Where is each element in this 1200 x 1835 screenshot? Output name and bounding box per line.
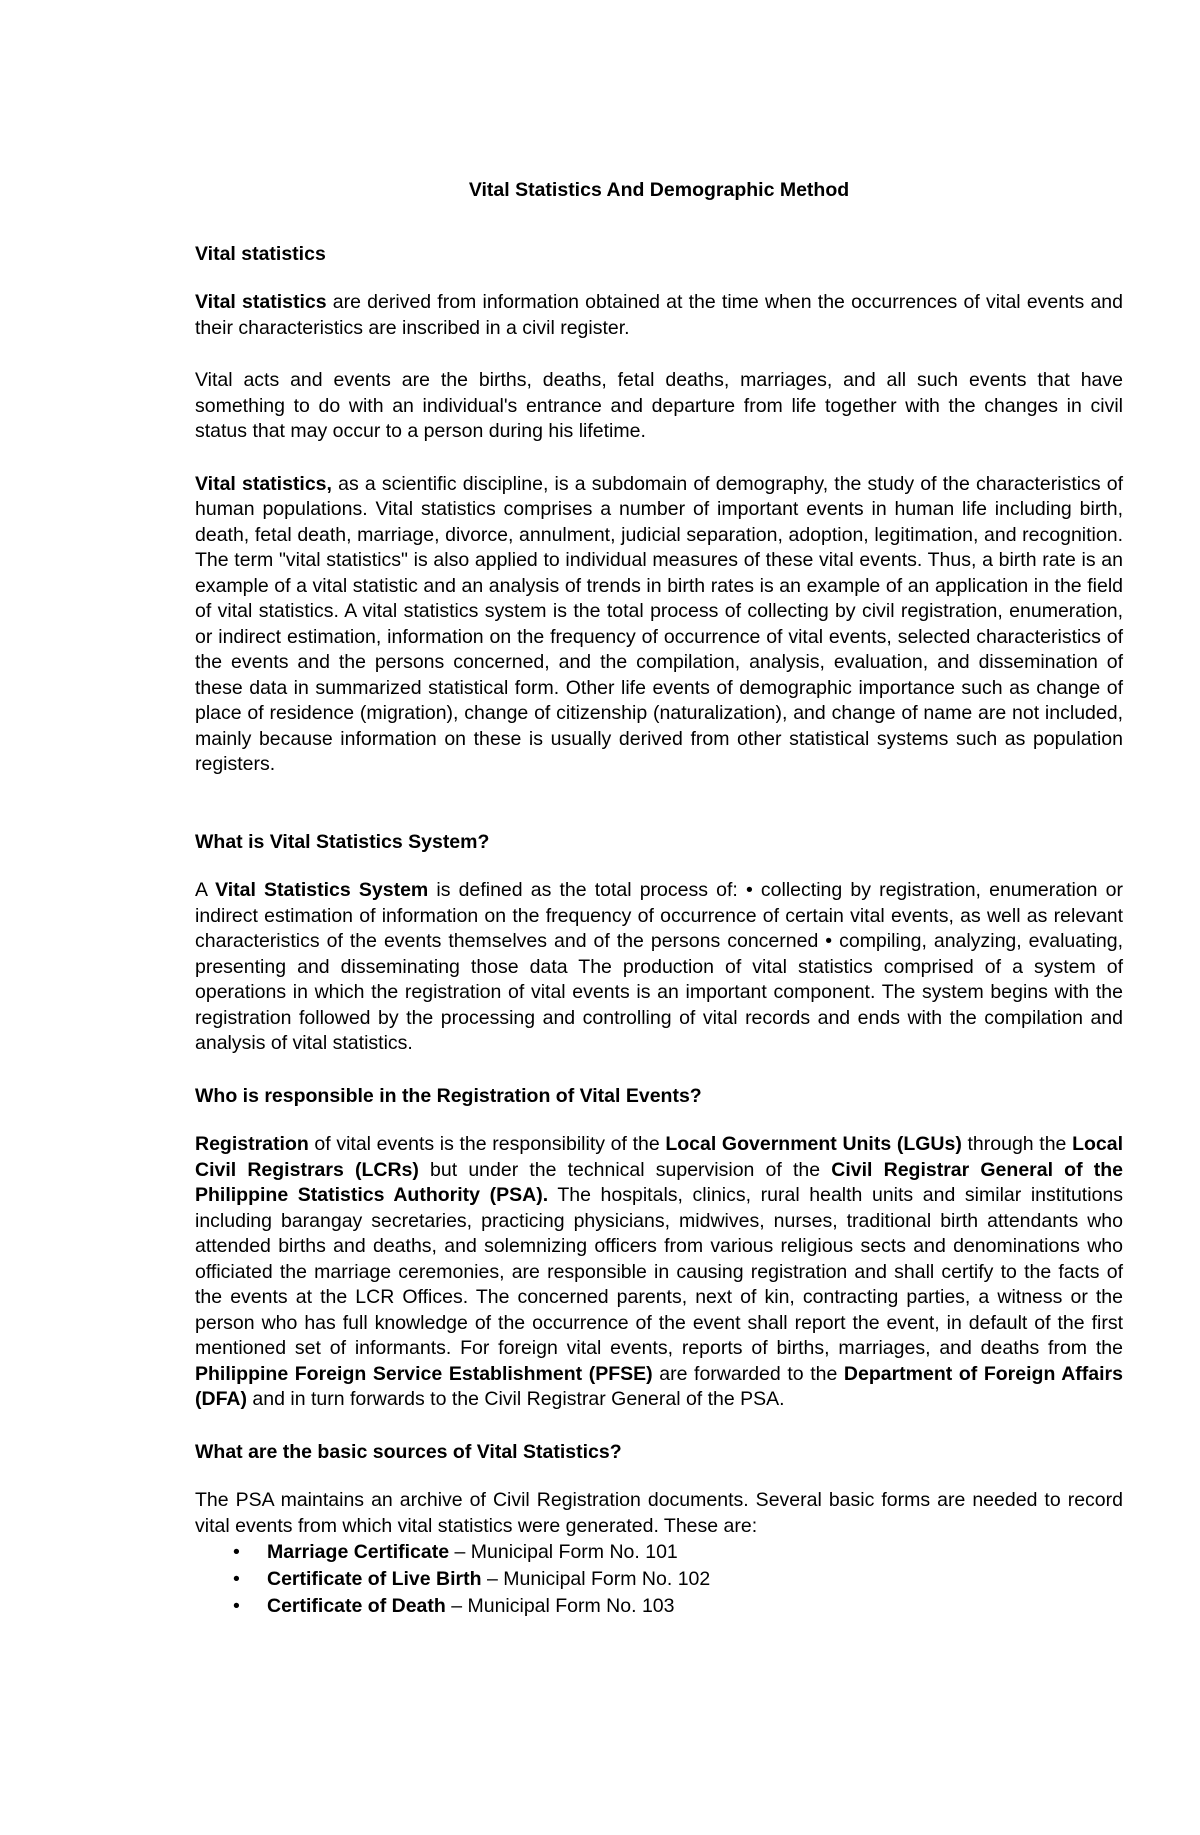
form-name: Marriage Certificate (267, 1541, 450, 1563)
list-item (233, 1539, 1123, 1566)
form-number: – Municipal Form No. 102 (481, 1568, 711, 1590)
paragraph-text: of vital events is the responsibility of the (308, 1133, 666, 1155)
paragraph-vital-statistics-definition (195, 290, 1123, 341)
forms-list (195, 1539, 1123, 1620)
paragraph-text: as a scientific discipline, is a subdomain of demography, the study of the characteristics of human populations. Vital statistics comprises a number of important events in human life including birth, death, fetal death, marriage, divorce, annulment, judicial separation, adoption, legitimation, and recognition. The term "vital statistics" is also applied to individual measures of these vital events. Thus, a birth rate is an example of a vital statistic and an analysis of trends in birth rates is an example of an application in the field of vital statistics. A vital statistics system is the total process of collecting by civil registration, enumeration, or indirect estimation, information on the frequency of occurrence of vital events, selected characteristics of the events and the persons concerned, and the compilation, analysis, evaluation, and dissemination of these data in summarized statistical form. Other life events of demographic importance such as change of place of residence (migration), change of citizenship (naturalization), and change of name are not included, mainly because information on these is usually derived from other statistical systems such as population registers. (195, 472, 1123, 775)
document-page (195, 178, 1123, 1620)
paragraph-text: is defined as the total process of: • collecting by registration, enumeration or indirect estimation of information on the frequency of occurrence of certain vital events, as well as relevant characteristics of the events themselves and of the persons concerned • compiling, analyzing, evaluating, presenting and disseminating those data The production of vital statistics comprised of a system of operations in which the registration of vital events is an important component. The system begins with the registration followed by the processing and controlling of vital records and ends with the compilation and analysis of vital statistics. (195, 879, 1123, 1054)
bold-term: Philippine Foreign Service Establishment (PFSE) (195, 1362, 653, 1385)
section-heading-registration-responsibility: Who is responsible in the Registration of Vital Events? (195, 1084, 702, 1107)
paragraph-text: A (195, 879, 216, 901)
bold-term: Vital statistics (195, 291, 327, 313)
bold-term: Vital statistics, (195, 472, 332, 495)
paragraph-vital-acts: Vital acts and events are the births, deaths, fetal deaths, marriages, and all such events that have something to do with an individual's entrance and departure from life together with the changes in civil status that may occur to a person during his lifetime. (195, 369, 1123, 442)
list-item (233, 1566, 1123, 1593)
list-item (233, 1593, 1123, 1620)
paragraph-registration-responsibility (195, 1132, 1123, 1413)
paragraph-text: and in turn forwards to the Civil Registrar General of the PSA. (247, 1388, 785, 1410)
bold-term: Local Government Units (LGUs) (665, 1133, 962, 1155)
bold-term: Department of Foreign Affairs (DFA) (195, 1362, 1123, 1410)
paragraph-text: are derived from information obtained at the time when the occurrences of vital events and their characteristics are inscribed in a civil register. (195, 291, 1123, 339)
form-name: Certificate of Live Birth (267, 1568, 482, 1590)
paragraph-basic-sources: The PSA maintains an archive of Civil Registration documents. Several basic forms are needed to record vital events from which vital statistics were generated. These are: (195, 1489, 1123, 1537)
form-name: Certificate of Death (267, 1595, 446, 1617)
section-heading-vital-statistics: Vital statistics (195, 242, 326, 265)
document-title: Vital Statistics And Demographic Method (468, 179, 850, 201)
paragraph-text: but under the technical supervision of the (418, 1158, 832, 1181)
paragraph-text: through the (961, 1133, 1073, 1155)
section-heading-vital-statistics-system: What is Vital Statistics System? (195, 830, 490, 853)
section-heading-basic-sources: What are the basic sources of Vital Statistics? (195, 1440, 622, 1463)
bullet-icon: • (233, 1595, 240, 1617)
bold-term: Civil Registrar General of the Philippine Statistics Authority (PSA). (195, 1158, 1123, 1206)
paragraph-text: are forwarded to the (652, 1362, 844, 1385)
form-number: – Municipal Form No. 103 (445, 1595, 675, 1617)
paragraph-vital-statistics-system (195, 878, 1123, 1057)
bold-term: Vital Statistics System (215, 879, 429, 901)
bold-term: Local Civil Registrars (LCRs) (195, 1133, 1123, 1181)
form-number: – Municipal Form No. 101 (449, 1541, 678, 1563)
bold-term: Registration (195, 1133, 309, 1155)
paragraph-vital-statistics-discipline (195, 472, 1123, 778)
bullet-icon: • (233, 1541, 240, 1563)
paragraph-text: The hospitals, clinics, rural health units and similar institutions including barangay secretaries, practicing physicians, midwives, nurses, traditional birth attendants who attended births and deaths, and solemnizing officers from various religious sects and denominations who officiated the marriage ceremonies, are responsible in causing registration and shall certify to the facts of the events at the LCR Offices. The concerned parents, next of kin, contracting parties, a witness or the person who has full knowledge of the occurrence of the event shall report the event, in default of the first mentioned set of informants. For foreign vital events, reports of births, marriages, and deaths from the (195, 1184, 1123, 1359)
bullet-icon: • (233, 1568, 240, 1590)
